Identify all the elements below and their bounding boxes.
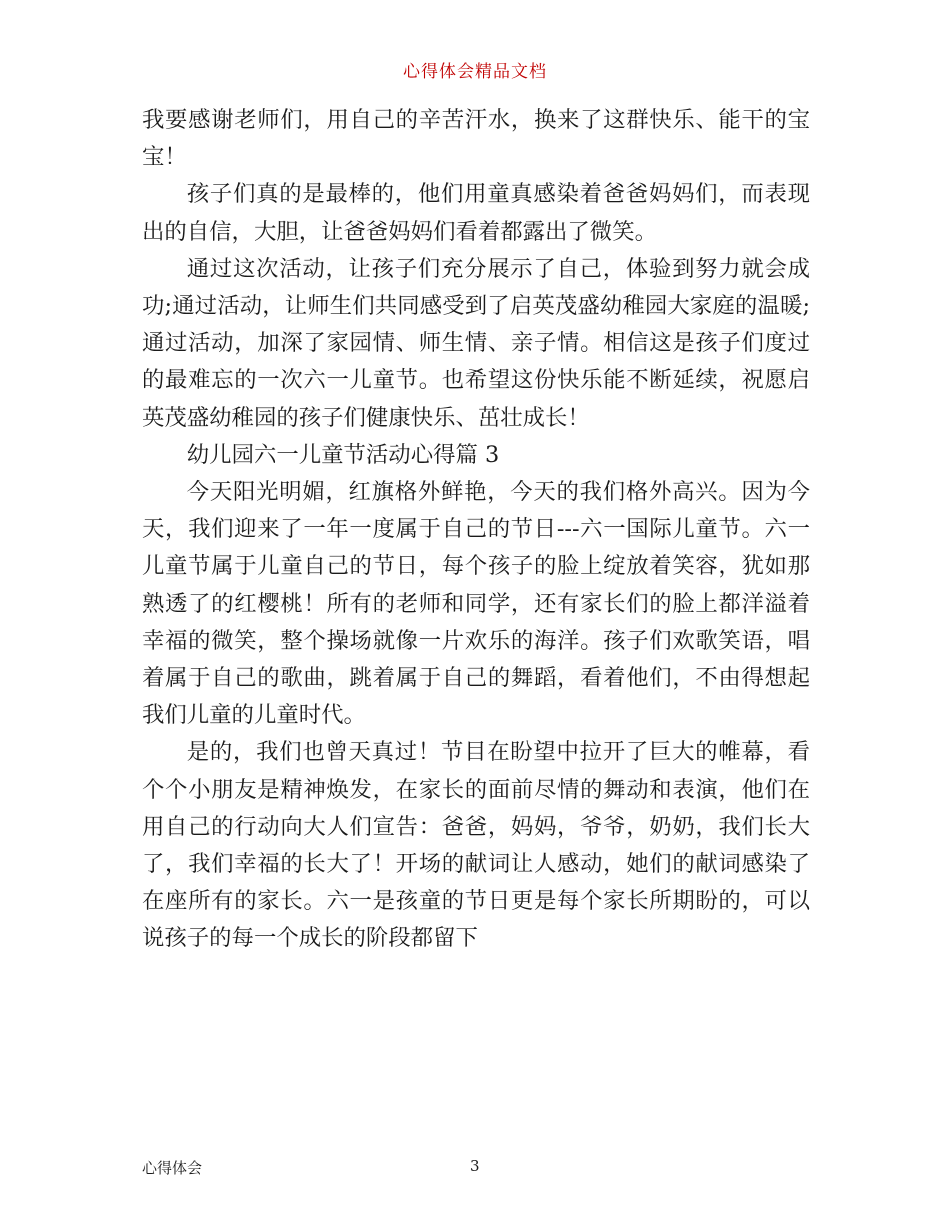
paragraph: 今天阳光明媚，红旗格外鲜艳，今天的我们格外高兴。因为今天，我们迎来了一年一度属于自己的节日---六一国际儿童节。六一儿童节属于儿童自己的节日，每个孩子的脸上绽放着笑容，犹如那熟透了的红樱桃！所有的老师和同学，还有家长们的脸上都洋溢着幸福的微笑，整个操场就像一片欢乐的海洋。孩子们欢歌笑语，唱着属于自己的歌曲，跳着属于自己的舞蹈，看着他们，不由得想起我们儿童的儿童时代。 (142, 479, 810, 729)
paragraph: 孩子们真的是最棒的，他们用童真感染着爸爸妈妈们，而表现出的自信，大胆，让爸爸妈妈们看着都露出了微笑。 (142, 181, 810, 245)
document-body (142, 102, 810, 958)
paragraph: 是的，我们也曾天真过！节目在盼望中拉开了巨大的帷幕，看个个小朋友是精神焕发，在家长的面前尽情的舞动和表演，他们在用自己的行动向大人们宣告：爸爸，妈妈，爷爷，奶奶，我们长大了，我们幸福的长大了！开场的献词让人感动，她们的献词感染了在座所有的家长。六一是孩童的节日更是每个家长所期盼的，可以说孩子的每一个成长的阶段都留下 (142, 739, 810, 952)
page-header-title: 心得体会精品文档 (403, 62, 547, 82)
paragraph: 通过这次活动，让孩子们充分展示了自己，体验到努力就会成功;通过活动，让师生们共同感受到了启英茂盛幼稚园大家庭的温暖;通过活动，加深了家园情、师生情、亲子情。相信这是孩子们度过的最难忘的一次六一儿童节。也希望这份快乐能不断延续，祝愿启英茂盛幼稚园的孩子们健康快乐、茁壮成长！ (142, 255, 810, 431)
section-heading: 幼儿园六一儿童节活动心得篇 3 (186, 441, 500, 468)
footer-label: 心得体会 (142, 1159, 203, 1177)
page-number: 3 (470, 1157, 480, 1175)
paragraph: 我要感谢老师们，用自己的辛苦汗水，换来了这群快乐、能干的宝宝！ (142, 107, 810, 171)
